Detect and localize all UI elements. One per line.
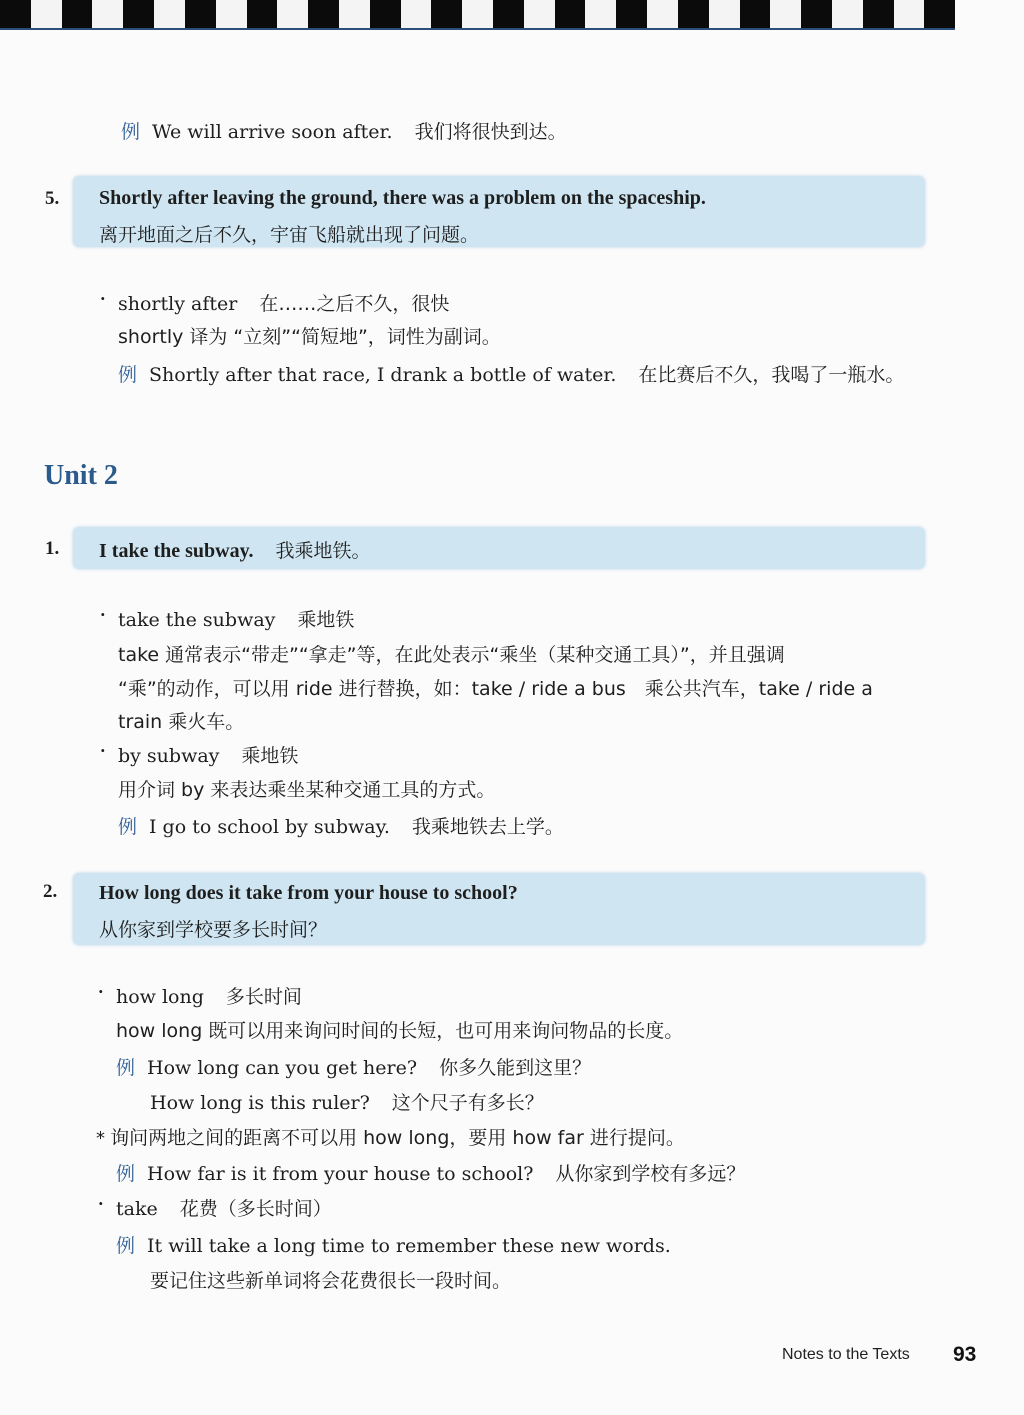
explanation-line: train 乘火车。 bbox=[118, 711, 245, 733]
top-border-line bbox=[0, 28, 955, 30]
bullet-item: · how long 多长时间 bbox=[116, 982, 302, 1009]
example-marker: 例 bbox=[121, 121, 141, 143]
page-number: 93 bbox=[953, 1343, 977, 1366]
explanation: 用介词 by 来表达乘坐某种交通工具的方式。 bbox=[118, 779, 496, 801]
note-number: 1. bbox=[45, 538, 60, 559]
bullet-item: · take the subway 乘地铁 bbox=[118, 605, 354, 632]
example: 例 Shortly after that race, I drank a bottle of water. 在比赛后不久，我喝了一瓶水。 bbox=[118, 364, 905, 386]
top-example: 例 We will arrive soon after. 我们将很快到达。 bbox=[121, 121, 567, 143]
note-number: 2. bbox=[43, 881, 58, 902]
sentence-box bbox=[73, 873, 925, 945]
sentence-en: Shortly after leaving the ground, there was a problem on the spaceship. bbox=[99, 187, 706, 209]
top-border-pattern bbox=[0, 0, 955, 28]
sentence-zh: 从你家到学校要多长时间？ bbox=[99, 919, 328, 941]
bullet-item: · take 花费（多长时间） bbox=[116, 1194, 332, 1221]
example: 例 How long can you get here? 你多久能到这里？ bbox=[116, 1057, 592, 1079]
sentence-zh: 我乘地铁。 bbox=[275, 540, 371, 562]
unit-heading: Unit 2 bbox=[44, 460, 118, 491]
explanation: shortly 译为 “立刻”“简短地”，词性为副词。 bbox=[118, 326, 501, 348]
bullet-item: · by subway 乘地铁 bbox=[118, 741, 298, 768]
sentence-en: I take the subway. bbox=[99, 540, 254, 562]
example: 例 I go to school by subway. 我乘地铁去上学。 bbox=[118, 816, 564, 838]
star-note: * 询问两地之间的距离不可以用 how long，要用 how far 进行提问。 bbox=[96, 1127, 685, 1149]
example-continued: How long is this ruler? 这个尺子有多长？ bbox=[150, 1092, 544, 1114]
sentence-en: How long does it take from your house to school? bbox=[99, 882, 518, 904]
explanation-line: “乘”的动作，可以用 ride 进行替换，如：take / ride a bus 乘公共汽车，take / ride a bbox=[118, 678, 873, 700]
sentence-zh: 离开地面之后不久，宇宙飞船就出现了问题。 bbox=[99, 224, 480, 246]
sentence-box bbox=[73, 176, 925, 247]
footer-title: Notes to the Texts bbox=[782, 1346, 910, 1363]
sentence-box bbox=[73, 527, 925, 569]
note-number: 5. bbox=[45, 188, 60, 209]
example: 例 How far is it from your house to school? 从你家到学校有多远？ bbox=[116, 1163, 746, 1185]
example-translation: 要记住这些新单词将会花费很长一段时间。 bbox=[150, 1270, 512, 1292]
example: 例 It will take a long time to remember these new words. bbox=[116, 1235, 671, 1257]
explanation: how long 既可以用来询问时间的长短，也可用来询问物品的长度。 bbox=[116, 1020, 684, 1042]
explanation-line: take 通常表示“带走”“拿走”等，在此处表示“乘坐（某种交通工具）”，并且强调 bbox=[118, 644, 785, 666]
bullet-item: · shortly after 在……之后不久，很快 bbox=[118, 289, 449, 316]
